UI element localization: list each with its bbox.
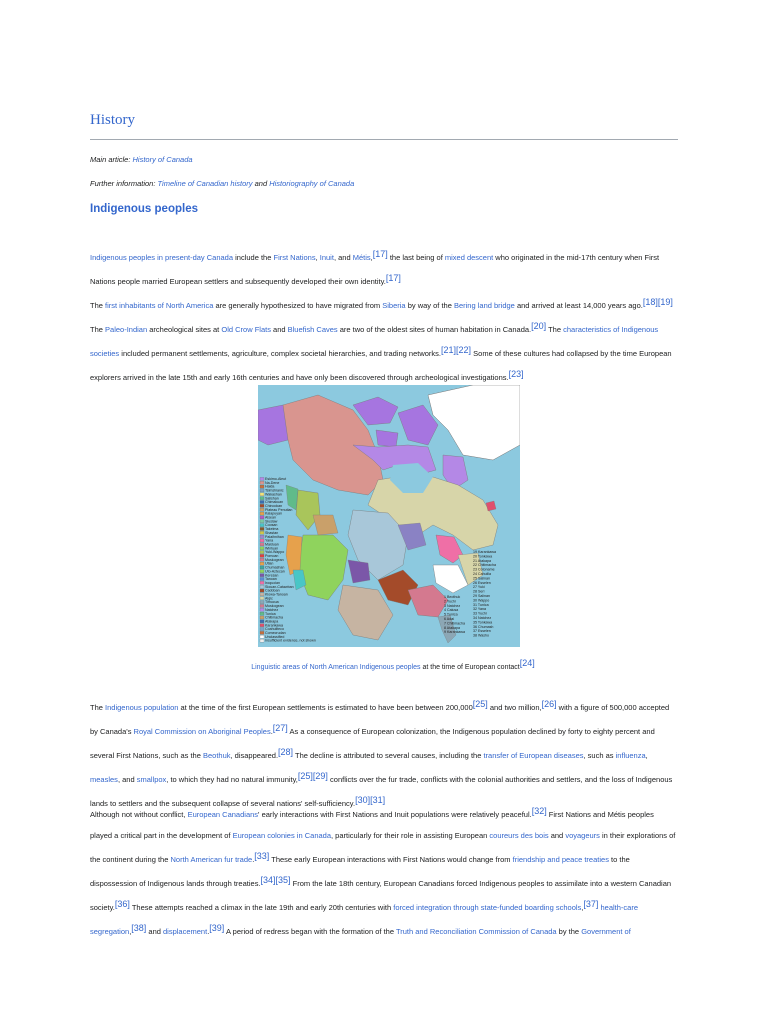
text: . (207, 927, 210, 936)
legend-entry: 36 Chumash (473, 624, 494, 629)
text: are two of the oldest sites of human habitation in Canada. (337, 325, 532, 334)
text: include the (233, 253, 274, 262)
link-indigenous-peoples[interactable]: Indigenous peoples in present-day Canada (90, 253, 234, 262)
legend-entry: 4 Calusa (444, 608, 459, 613)
legend-entry: 30 Wappo (473, 598, 490, 603)
hatnote-label: Main article: (90, 155, 133, 164)
legend-swatch (260, 497, 264, 500)
legend-swatch (260, 566, 264, 569)
legend-entry: 33 Yuchi (473, 611, 487, 616)
link-measles[interactable]: measles (90, 775, 118, 784)
legend-entry: Chinookan (265, 503, 283, 508)
citation-39[interactable]: [39] (209, 923, 225, 933)
citation-32[interactable]: [32] (531, 806, 547, 816)
legend-entry: 8 Atakapa (444, 625, 460, 630)
figure-caption (248, 657, 538, 674)
text: The decline is attributed to several causes, including the (293, 751, 484, 760)
legend-swatch (260, 489, 264, 492)
citation-20[interactable]: [20] (531, 321, 547, 331)
legend-entry: 37 Esselen (473, 629, 491, 634)
paragraph-3 (90, 694, 678, 814)
legend-swatch (260, 616, 264, 619)
legend-entry: 32 Yana (473, 607, 487, 612)
legend-swatch (260, 501, 264, 504)
legend-swatch (260, 570, 264, 573)
legend-entry: Uto-Aztecan (265, 569, 285, 574)
legend-entry: Utian (265, 561, 274, 566)
citation-34[interactable]: [34] (260, 875, 276, 885)
text: conflicts over the fur trade, conflicts with the colonial authorities and settlers, and the loss of Indigenous lands to settlers and the subsequent collapse of several nations' self-sufficiency. (90, 775, 673, 808)
hatnote-label: Further information: (90, 179, 158, 188)
link-influenza[interactable]: influenza (615, 751, 646, 760)
text: and (270, 325, 288, 334)
text: From the late 18th century, European Canadians forced Indigenous peoples to assimilate into a western Canadian society. (90, 879, 672, 912)
legend-entry: 27 Yuki (473, 585, 485, 590)
legend-swatch (260, 604, 264, 607)
legend-entry: 21 Atakapa (473, 558, 491, 563)
legend-swatch (260, 543, 264, 546)
legend-swatch (260, 589, 264, 592)
legend-entry: Yana (265, 538, 274, 543)
legend-swatch (260, 516, 264, 519)
legend-swatch (260, 608, 264, 611)
legend-entry: Karankawa (265, 623, 283, 628)
legend-entry: Muskogean (265, 557, 284, 562)
legend-swatch (260, 581, 264, 584)
paragraph-1 (90, 244, 678, 292)
legend-entry: Coosan (265, 523, 278, 528)
link-north-american-fur-trade[interactable]: North American fur trade (170, 855, 253, 864)
legend-entry: 3 Natchez (444, 603, 461, 608)
legend-entry: 28 Seri (473, 589, 485, 594)
legend-entry: Chitimacha (265, 615, 283, 620)
text: ' early interactions with First Nations and Inuit populations were relatively peaceful. (258, 810, 532, 819)
legend-entry: Atakapa (265, 619, 279, 624)
link-friendship-and-peace-treaties[interactable]: friendship and peace treaties (512, 855, 609, 864)
link-voyageurs[interactable]: voyageurs (565, 831, 600, 840)
text: and arrived at least 14,000 years ago. (514, 301, 643, 310)
legend-entry: Unclassified (265, 634, 285, 639)
text: with a figure of 500,000 accepted by Canada's (90, 703, 670, 736)
legend-entry: Muskogean (265, 604, 284, 609)
link-history-of-canada[interactable]: History of Canada (132, 155, 193, 164)
text: at the time of the first European settlements is estimated to have been between 200,000 (178, 703, 473, 712)
text: included permanent settlements, agriculture, complex societal hierarchies, and trading networks. (119, 349, 442, 358)
legend-entry: Coahuilteco (265, 627, 284, 632)
link-coureurs-des-bois[interactable]: coureurs des bois (489, 831, 549, 840)
legend-entry: Tunica (265, 611, 276, 616)
paragraph-4 (90, 801, 678, 942)
hatnote-main-article (90, 155, 193, 164)
legend-swatch (260, 531, 264, 534)
text: The (90, 325, 106, 334)
citation-26[interactable]: [26] (541, 699, 557, 709)
legend-entry: Kalapuyan (265, 511, 282, 516)
legend-swatch (260, 524, 264, 527)
legend-swatch (260, 620, 264, 623)
link-european-colonies-in-canada[interactable]: European colonies in Canada (232, 831, 331, 840)
legend-swatch (260, 535, 264, 538)
legend-swatch (260, 481, 264, 484)
link-beothuk[interactable]: Beothuk (202, 751, 231, 760)
text: These attempts reached a climax in the late 19th and early 20th centuries with (129, 903, 394, 912)
link-health-care-segregation[interactable]: health-care segregation (90, 903, 639, 936)
link-first-inhabitants[interactable]: first inhabitants of North America (105, 301, 214, 310)
link-bluefish-caves[interactable]: Bluefish Caves (287, 325, 338, 334)
text: , (129, 927, 132, 936)
legend-entry: Keresan (265, 573, 279, 578)
link-first-nations[interactable]: First Nations (273, 253, 316, 262)
legend-swatch (260, 558, 264, 561)
legend-entry: Caddoan (265, 588, 280, 593)
legend-entry: Comecrudan (265, 631, 286, 635)
legend-entry: 38 Washo (473, 633, 490, 638)
text: and (548, 831, 566, 840)
legend-entry: Timucua (265, 600, 279, 605)
legend-entry: Palaihnihan (265, 534, 284, 539)
text: and two million, (487, 703, 542, 712)
legend-swatch (260, 493, 264, 496)
legend-entry: 20 Tonkawa (473, 554, 493, 559)
legend-entry: Haida (265, 484, 275, 489)
link-linguistic-areas[interactable]: Linguistic areas of North American Indigenous peoples (251, 664, 421, 671)
legend-swatch (260, 512, 264, 515)
text: The (90, 703, 106, 712)
text: by way of the (405, 301, 454, 310)
legend-entry: 24 Cahuilla (473, 572, 491, 576)
text: The (546, 325, 564, 334)
text: , (645, 751, 648, 760)
text: As a consequence of European colonization, the Indigenous population declined by forty to eighty percent and several First Nations, such as the (90, 727, 655, 760)
legend-swatch (260, 477, 264, 480)
link-siberia[interactable]: Siberia (382, 301, 406, 310)
link-government-of-canada[interactable]: Government of (581, 927, 631, 936)
map-graphic (258, 385, 520, 647)
legend-entry: Shastan (265, 530, 279, 535)
text: These early European interactions with First Nations would change from (269, 855, 513, 864)
legend-entry: 19 Karankawa (473, 550, 496, 554)
text: archeological sites at (147, 325, 222, 334)
text: by the (556, 927, 582, 936)
hatnote-further-information (90, 179, 354, 188)
legend-entry: Eskimo-Aleut (265, 477, 287, 481)
citation-30[interactable]: [30] (355, 795, 371, 805)
link-metis[interactable]: Métis (352, 253, 371, 262)
link-smallpox[interactable]: smallpox (136, 775, 167, 784)
link-bering-land-bridge[interactable]: Bering land bridge (453, 301, 515, 310)
caption-text: at the time of European contact (420, 664, 520, 671)
text: Although not without conflict, (90, 810, 188, 819)
text: and (146, 927, 163, 936)
text: , and (117, 775, 137, 784)
legend-swatch (260, 527, 264, 530)
text: Some of these cultures had collapsed by the time European explorers arrived in the late 15th and early 16th centuries and have only been discovered through archeological investigations. (90, 349, 672, 382)
legend-entry: Chimakuan (265, 500, 284, 505)
citation-31[interactable]: [31] (370, 795, 386, 805)
heading-divider (90, 139, 678, 140)
legend-swatch (260, 520, 264, 523)
citation-36[interactable]: [36] (114, 899, 130, 909)
legend-entry: Alsean (265, 515, 276, 520)
legend-entry: Siouan-Catawban (265, 584, 294, 589)
legend-entry: Wintuan (265, 546, 279, 551)
legend-swatch (260, 485, 264, 488)
citation-18[interactable]: [18] (642, 297, 658, 307)
text: , disappeared. (230, 751, 279, 760)
citation-24[interactable]: [24] (519, 658, 535, 668)
citation-19[interactable]: [19] (657, 297, 673, 307)
text: , (315, 253, 320, 262)
legend-entry: 22 Chitimacha (473, 563, 496, 568)
link-paleo-indian[interactable]: Paleo-Indian (105, 325, 148, 334)
legend-entry: Plateau Penutian (265, 507, 293, 512)
text: . (252, 855, 255, 864)
link-timeline-of-canadian-history[interactable]: Timeline of Canadian history (157, 179, 253, 188)
link-characteristics-of-indigenous-societies[interactable]: characteristics of Indigenous societies (90, 325, 659, 358)
legend-entry: 35 Tonkawa (473, 620, 493, 625)
subsection-heading-indigenous-peoples: Indigenous peoples (90, 203, 198, 215)
citation-35[interactable]: [35] (275, 875, 291, 885)
citation-38[interactable]: [38] (131, 923, 147, 933)
text: who originated in the mid-17th century when First Nations people married European settlers and subsequently developed their own identity. (90, 253, 660, 286)
legend-swatch (260, 504, 264, 507)
legend-swatch (260, 508, 264, 511)
legend-entry: 9 Karankawa (444, 630, 465, 635)
legend-swatch (260, 635, 264, 638)
legend-entry: Salishan (265, 496, 279, 501)
legend-entry: Natchez (265, 607, 279, 612)
link-boarding-schools[interactable]: forced integration through state-funded boarding schools (393, 903, 582, 912)
legend-swatch (260, 628, 264, 631)
citation-25[interactable]: [25] (472, 699, 488, 709)
link-displacement[interactable]: displacement (163, 927, 208, 936)
citation-17[interactable]: [17] (372, 249, 388, 259)
figure-linguistic-map (251, 385, 535, 675)
legend-swatch (260, 639, 264, 642)
citation-33[interactable]: [33] (254, 851, 270, 861)
legend-swatch (260, 593, 264, 596)
legend-entry: Takelma (265, 527, 279, 532)
legend-swatch (260, 585, 264, 588)
legend-entry: Tanoan (265, 577, 277, 582)
legend-entry: 23 Cotoname (473, 567, 495, 572)
legend-entry: Siuslaw (265, 519, 278, 524)
link-european-canadians[interactable]: European Canadians (187, 810, 259, 819)
legend-swatch (260, 624, 264, 627)
legend-entry: Yuki-Wappo (265, 550, 285, 555)
text: First Nations and Métis peoples played a critical part in the development of (90, 810, 654, 840)
text: the last being of (387, 253, 445, 262)
text: The (90, 301, 106, 310)
legend-swatch (260, 601, 264, 604)
legend-entry: 29 Salinan (473, 594, 490, 598)
legend-swatch (260, 562, 264, 565)
legend-entry: 26 Esselen (473, 580, 491, 585)
legend-swatch (260, 547, 264, 550)
legend-entry: Kiowa-Tanoan (265, 592, 288, 597)
link-transfer-of-european-diseases[interactable]: transfer of European diseases (483, 751, 584, 760)
legend-swatch (260, 631, 264, 634)
legend-entry: 6 Adai (444, 617, 454, 621)
citation-21[interactable]: [21] (441, 345, 457, 355)
legend-swatch (260, 578, 264, 581)
section-heading-history: History (90, 112, 135, 128)
text: in their explorations of the continent during the (90, 831, 676, 864)
paragraph-2 (90, 292, 678, 388)
text: , (581, 903, 584, 912)
link-inuit[interactable]: Inuit (319, 253, 334, 262)
link-truth-and-reconciliation-commission[interactable]: Truth and Reconciliation Commission of Canada (395, 927, 557, 936)
legend-swatch (260, 612, 264, 615)
legend-swatch (260, 539, 264, 542)
legend-entry: 1 Beothuk (444, 595, 461, 599)
legend-entry: Algic (265, 596, 273, 601)
legend-entry: 7 Chitimacha (444, 621, 465, 626)
citation-29[interactable]: [29] (312, 771, 328, 781)
legend-entry: 34 Natchez (473, 616, 492, 620)
text: , (370, 253, 373, 262)
legend-entry: Insufficient evidence, not shown (265, 638, 316, 643)
legend-entry: Pomoan (265, 554, 279, 558)
link-indigenous-population[interactable]: Indigenous population (105, 703, 179, 712)
legend-entry: Chumashan (265, 565, 285, 570)
legend-entry: Tsimshianic (265, 488, 284, 493)
text: are generally hypothesized to have migrated from (213, 301, 383, 310)
citation-22[interactable]: [22] (456, 345, 472, 355)
citation-17[interactable]: [17] (385, 273, 401, 283)
link-royal-commission[interactable]: Royal Commission on Aboriginal Peoples (133, 727, 271, 736)
text: , to which they had no natural immunity, (166, 775, 298, 784)
legend-entry: Maiduan (265, 542, 279, 547)
legend-swatch (260, 574, 264, 577)
legend-entry: 2 Yuchi (444, 599, 456, 604)
link-mixed-descent[interactable]: mixed descent (444, 253, 494, 262)
text: . (270, 727, 273, 736)
legend-entry: Iroquoian (265, 580, 280, 585)
legend-entry: Wakashan (265, 492, 282, 497)
text: A period of redress began with the formation of the (224, 927, 396, 936)
link-old-crow-flats[interactable]: Old Crow Flats (221, 325, 271, 334)
citation-23[interactable]: [23] (508, 369, 524, 379)
legend-swatch (260, 554, 264, 557)
citation-37[interactable]: [37] (583, 899, 599, 909)
citation-27[interactable]: [27] (272, 723, 288, 733)
text: , and (333, 253, 353, 262)
link-historiography-of-canada[interactable]: Historiography of Canada (269, 179, 355, 188)
text: to the dispossession of Indigenous lands through treaties. (90, 855, 630, 888)
text: , such as (583, 751, 616, 760)
legend-entry: 25 Salinan (473, 576, 490, 581)
text: , particularly for their role in assisting European (331, 831, 490, 840)
legend-swatch (260, 597, 264, 600)
hatnote-text: and (252, 179, 270, 188)
citation-25[interactable]: [25] (297, 771, 313, 781)
legend-swatch (260, 551, 264, 554)
citation-28[interactable]: [28] (278, 747, 294, 757)
legend-entry: 5 Tunica (444, 612, 458, 617)
legend-entry: 31 Tunica (473, 602, 489, 607)
linguistic-areas-map[interactable] (258, 385, 520, 647)
legend-entry: Na-Dene (265, 480, 280, 485)
